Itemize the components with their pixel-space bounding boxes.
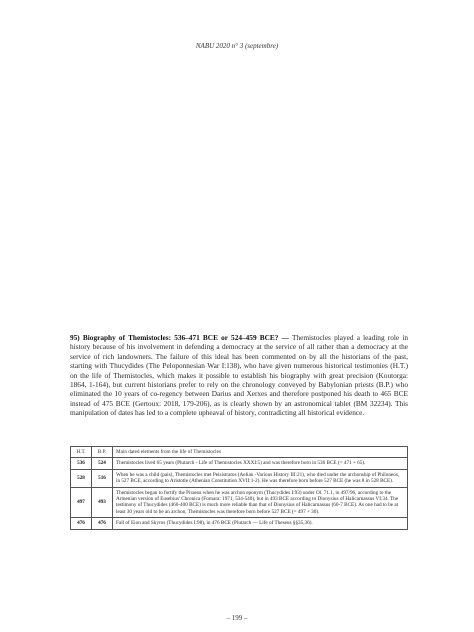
cell-description: Fall of Eion and Skyros (Thucydides I:98), in 476 BCE (Plutarch — Life of Theseus §§35,36).	[113, 518, 408, 529]
article-heading: 95) Biography of Themistocles: 536–471 BCE or 524–459 BCE? —	[70, 333, 289, 342]
cell-ht: 536	[71, 458, 92, 469]
journal-header: NABU 2020 n° 3 (septembre)	[195, 42, 279, 50]
cell-description: Themistocles lived 65 years (Plutarch - Life of Themistocles XXXI:5) and was therefore born in 536 BCE (= 471 + 65).	[113, 458, 408, 469]
table-row	[71, 487, 408, 518]
header-bp: B.P.	[92, 447, 113, 458]
header-ht: H.T.	[71, 447, 92, 458]
cell-description: Themistocles began to fortify the Piraeus when he was archon eponym (Thucydides I:93) under Ol. 71.1, in 497/96, according to the Armenian version of Eusebius' Chronica (Fornara: 1971, 534-540), but in 493 BCE according to Dionysius of Halicarnassus VI:34. The testimony of Thucydides (460-400 BCE) is much more reliable than that of Dionysius of Halicarnassus (60-7 BCE). As one had to be at least 30 years old to be an archon, Themistocles was therefore born before 527 BCE (= 497 + 30).	[113, 487, 408, 518]
cell-bp: 516	[92, 469, 113, 487]
article-paragraph	[70, 333, 408, 418]
cell-bp: 476	[92, 518, 113, 529]
table-row	[71, 518, 408, 529]
cell-ht: 476	[71, 518, 92, 529]
table-row	[71, 458, 408, 469]
chronology-table	[70, 446, 408, 530]
table-row	[71, 469, 408, 487]
cell-ht: 497	[71, 487, 92, 518]
header-description: Main dated elements from the life of Themistocles	[113, 447, 408, 458]
cell-description: When he was a child (pais), Themistocles met Peisistratos (Aelian -Various History III:21), who died under the archonship of Philoneos, in 527 BCE, according to Aristotle (Athenian Constitution XVII:1-2). He was therefore born before 527 BCE (he was 8 in 528 BCE).	[113, 469, 408, 487]
cell-bp: 524	[92, 458, 113, 469]
article-text: Themistocles played a leading role in history because of his involvement in defending a democracy at the service of all rather than a democracy at the service of rich landowners. The failure of this ideal has been commented on by all the historians of the past, starting with Thucydides (The Peloponnesian War I:138), who have given numerous historical testimonies (H.T.) on the life of Themistocles, which makes it possible to establish his biography with great precision (Koutorga: 1864, 1-164), but current historians prefer to rely on the chronology conveyed by Babylonian priests (B.P.) who eliminated the 10 years of co-regency between Darius and Xerxes and therefore postponed his death to 465 BCE instead of 475 BCE (Gertoux: 2018, 179-206), as is clearly shown by an astronomical tablet (BM 32234). This manipulation of dates has led to a complete upheaval of history, contradicting all historical evidence.	[70, 333, 408, 418]
cell-bp: 493	[92, 487, 113, 518]
table-header-row	[71, 447, 408, 458]
page-number: – 199 –	[226, 614, 248, 622]
cell-ht: 528	[71, 469, 92, 487]
